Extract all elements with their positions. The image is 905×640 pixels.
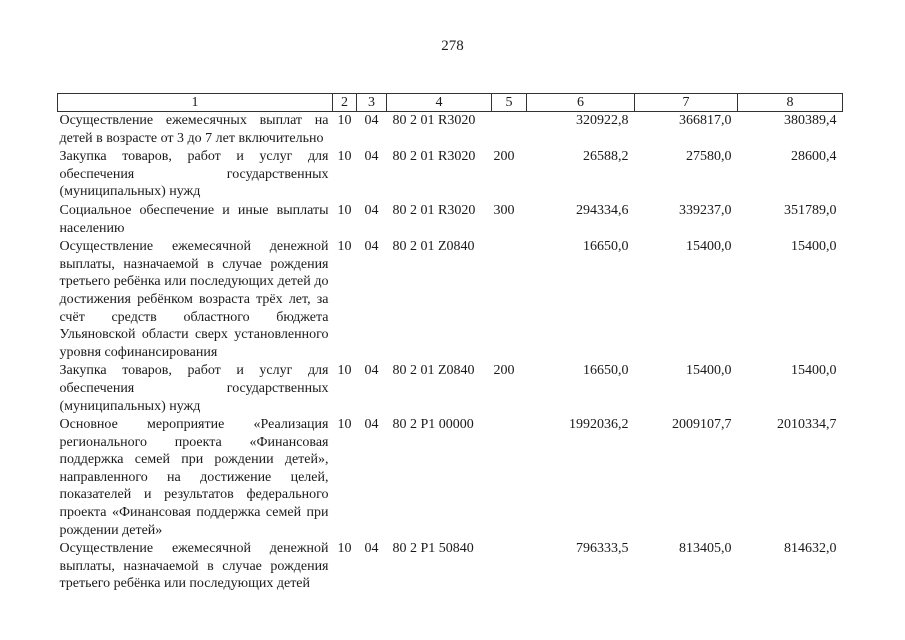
budget-table: [57, 93, 843, 593]
row-name: Закупка товаров, работ и услуг для обеспечения государственных (муниципальных) нужд: [59, 149, 329, 200]
row-amount-year3: 28600,4: [791, 149, 837, 165]
table-body: [58, 112, 843, 594]
row-amount-year3: 380389,4: [784, 113, 837, 128]
table-row: [58, 237, 843, 361]
row-target-code: 80 2 01 R3020: [392, 149, 476, 165]
header-col-5: 5: [492, 94, 527, 112]
row-section: 10: [337, 239, 352, 255]
row-target-code: 80 2 P1 00000: [392, 417, 474, 433]
row-expense-type: [492, 539, 527, 593]
row-subsection: 04: [364, 202, 379, 218]
page-number: 278: [441, 38, 464, 54]
header-col-6: 6: [527, 94, 635, 112]
row-name: Осуществление ежемесячной денежной выплаты, назначаемой в случае рождения третьего ребёнка или последующих детей до достижения ребёнком возраста трёх лет, за счёт средств областного бюджета Ульяновской области сверх установленного уровня софинансирования: [59, 239, 329, 360]
row-expense-type: [492, 415, 527, 539]
row-expense-type: 200: [493, 363, 515, 379]
row-amount-year3: 814632,0: [784, 541, 837, 557]
row-expense-type: 300: [493, 202, 515, 218]
row-subsection: 04: [364, 239, 379, 255]
table-row: [58, 539, 843, 593]
row-amount-year1: 294334,6: [576, 202, 629, 218]
row-section: 10: [337, 202, 352, 218]
table-row: [58, 112, 843, 148]
table-header: [58, 94, 843, 112]
table-row: [58, 147, 843, 201]
row-amount-year2: 15400,0: [686, 363, 732, 379]
header-col-4: 4: [387, 94, 492, 112]
row-amount-year2: 366817,0: [679, 113, 732, 128]
row-target-code: 80 2 P1 50840: [392, 541, 474, 557]
row-expense-type: [492, 112, 527, 148]
row-section: 10: [337, 113, 352, 128]
header-col-1: 1: [58, 94, 333, 112]
header-row: [58, 94, 843, 112]
row-name: Осуществление ежемесячных выплат на детей в возрасте от 3 до 7 лет включительно: [59, 113, 329, 146]
row-amount-year3: 15400,0: [791, 239, 837, 255]
header-col-7: 7: [635, 94, 738, 112]
row-target-code: 80 2 01 Z0840: [392, 363, 475, 379]
table-row: [58, 201, 843, 237]
header-col-2: 2: [333, 94, 357, 112]
row-section: 10: [337, 363, 352, 379]
row-amount-year2: 2009107,7: [672, 417, 732, 433]
table-row: [58, 415, 843, 539]
row-amount-year2: 813405,0: [679, 541, 732, 557]
row-amount-year2: 339237,0: [679, 202, 732, 218]
row-amount-year1: 16650,0: [583, 363, 629, 379]
row-subsection: 04: [364, 541, 379, 557]
row-target-code: 80 2 01 R3020: [392, 202, 476, 218]
row-amount-year3: 15400,0: [791, 363, 837, 379]
row-amount-year1: 26588,2: [583, 149, 629, 165]
header-col-8: 8: [738, 94, 843, 112]
row-expense-type: 200: [493, 149, 515, 165]
row-amount-year1: 796333,5: [576, 541, 629, 557]
header-col-3: 3: [357, 94, 387, 112]
row-amount-year1: 1992036,2: [569, 417, 629, 433]
row-section: 10: [337, 541, 352, 557]
row-amount-year3: 2010334,7: [777, 417, 837, 433]
row-name: Закупка товаров, работ и услуг для обеспечения государственных (муниципальных) нужд: [59, 363, 329, 414]
row-name: Основное мероприятие «Реализация регионального проекта «Финансовая поддержка семей при рождении детей», направленного на достижение целей, показателей и результатов федерального проекта «Финансовая поддержка семей при рождении детей»: [59, 417, 329, 538]
row-subsection: 04: [364, 417, 379, 433]
row-amount-year1: 16650,0: [583, 239, 629, 255]
row-amount-year1: 320922,8: [576, 113, 629, 128]
row-name: Осуществление ежемесячной денежной выплаты, назначаемой в случае рождения третьего ребёнка или последующих детей: [59, 541, 329, 592]
row-subsection: 04: [364, 363, 379, 379]
row-section: 10: [337, 149, 352, 165]
row-target-code: 80 2 01 Z0840: [392, 239, 475, 255]
row-name: Социальное обеспечение и иные выплаты населению: [59, 202, 329, 236]
row-target-code: 80 2 01 R3020: [392, 113, 476, 128]
row-section: 10: [337, 417, 352, 433]
row-expense-type: [492, 237, 527, 361]
table-row: [58, 361, 843, 415]
row-subsection: 04: [364, 113, 379, 128]
row-amount-year3: 351789,0: [784, 202, 837, 218]
row-amount-year2: 27580,0: [686, 149, 732, 165]
row-amount-year2: 15400,0: [686, 239, 732, 255]
row-subsection: 04: [364, 149, 379, 165]
